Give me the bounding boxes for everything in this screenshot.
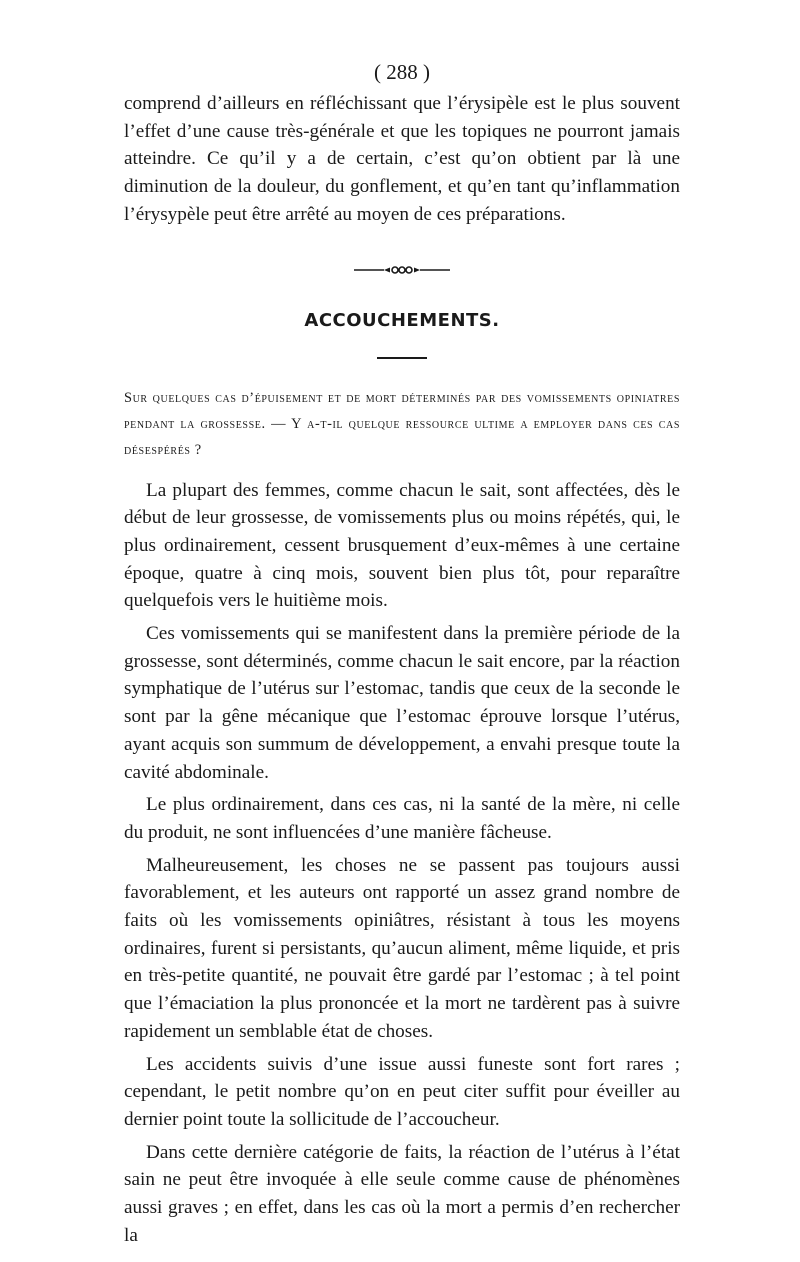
article-subtitle: Sur quelques cas d’épuisement et de mort déterminés par des vomissements opiniatres pendant la grossesse. — Y a-t-il quelque ressource ultime a employer dans ces cas désespérés ? [124, 389, 680, 458]
section-title: ACCOUCHEMENTS. [304, 309, 500, 331]
title-rule [377, 357, 427, 359]
book-page [124, 58, 680, 1255]
body-paragraph: La plupart des femmes, comme chacun le sait, sont affectées, dès le début de leur grossesse, de vomissements plus ou moins répétés, qui, le plus ordinairement, cessent brusquement d’eux-mêmes à une certaine époque, quatre à cinq mois, souvent bien plus tôt, pour reparaître quelquefois vers le huitième mois. [124, 479, 680, 612]
body-paragraph: Malheureusement, les choses ne se passent pas toujours aussi favorablement, et les auteurs ont rapporté un assez grand nombre de faits où les vomissements opiniâtres, résistant à tous les moyens ordinaires, furent si persistants, qu’aucun aliment, même liquide, et pris en très-petite quantité, ne pouvait être gardé par l’estomac ; à tel point que l’émaciation la plus prononcée et la mort ne tardèrent pas à suivre rapidement un semblable état de choses. [124, 854, 680, 1042]
page-number: ( 288 ) [374, 60, 430, 84]
body-paragraph: Le plus ordinairement, dans ces cas, ni la santé de la mère, ni celle du produit, ne sont influencées d’une manière fâcheuse. [124, 794, 680, 843]
body-paragraph: Dans cette dernière catégorie de faits, la réaction de l’utérus à l’état sain ne peut être invoquée à elle seule comme cause de phénomènes aussi graves ; en effet, dans les cas où la mort a permis d’en rechercher la [124, 1141, 680, 1246]
intro-paragraph: comprend d’ailleurs en réfléchissant que l’érysipèle est le plus souvent l’effet d’une cause très-générale et que les topiques ne pourront jamais atteindre. Ce qu’il y a de certain, c’est qu’on obtient par là une diminution de la douleur, du gonflement, et qu’en tant qu’inflammation l’érysypèle peut être arrêté au moyen de ces préparations. [124, 93, 680, 225]
article-body [124, 477, 680, 1250]
body-paragraph: Ces vomissements qui se manifestent dans la première période de la grossesse, sont déterminés, comme chacun le sait encore, par la réaction symphatique de l’utérus sur l’estomac, tandis que ceux de la seconde le sont par la gêne mécanique que l’estomac éprouve lorsque l’utérus, ayant acquis son summum de développement, a envahi presque toute la cavité abdominale. [124, 623, 680, 783]
ornament-divider-icon [354, 263, 450, 277]
body-paragraph: Les accidents suivis d’une issue aussi funeste sont fort rares ; cependant, le petit nombre qu’on en peut citer suffit pour éveiller au dernier point toute la sollicitude de l’accoucheur. [124, 1053, 680, 1130]
ornament-divider [124, 263, 680, 277]
